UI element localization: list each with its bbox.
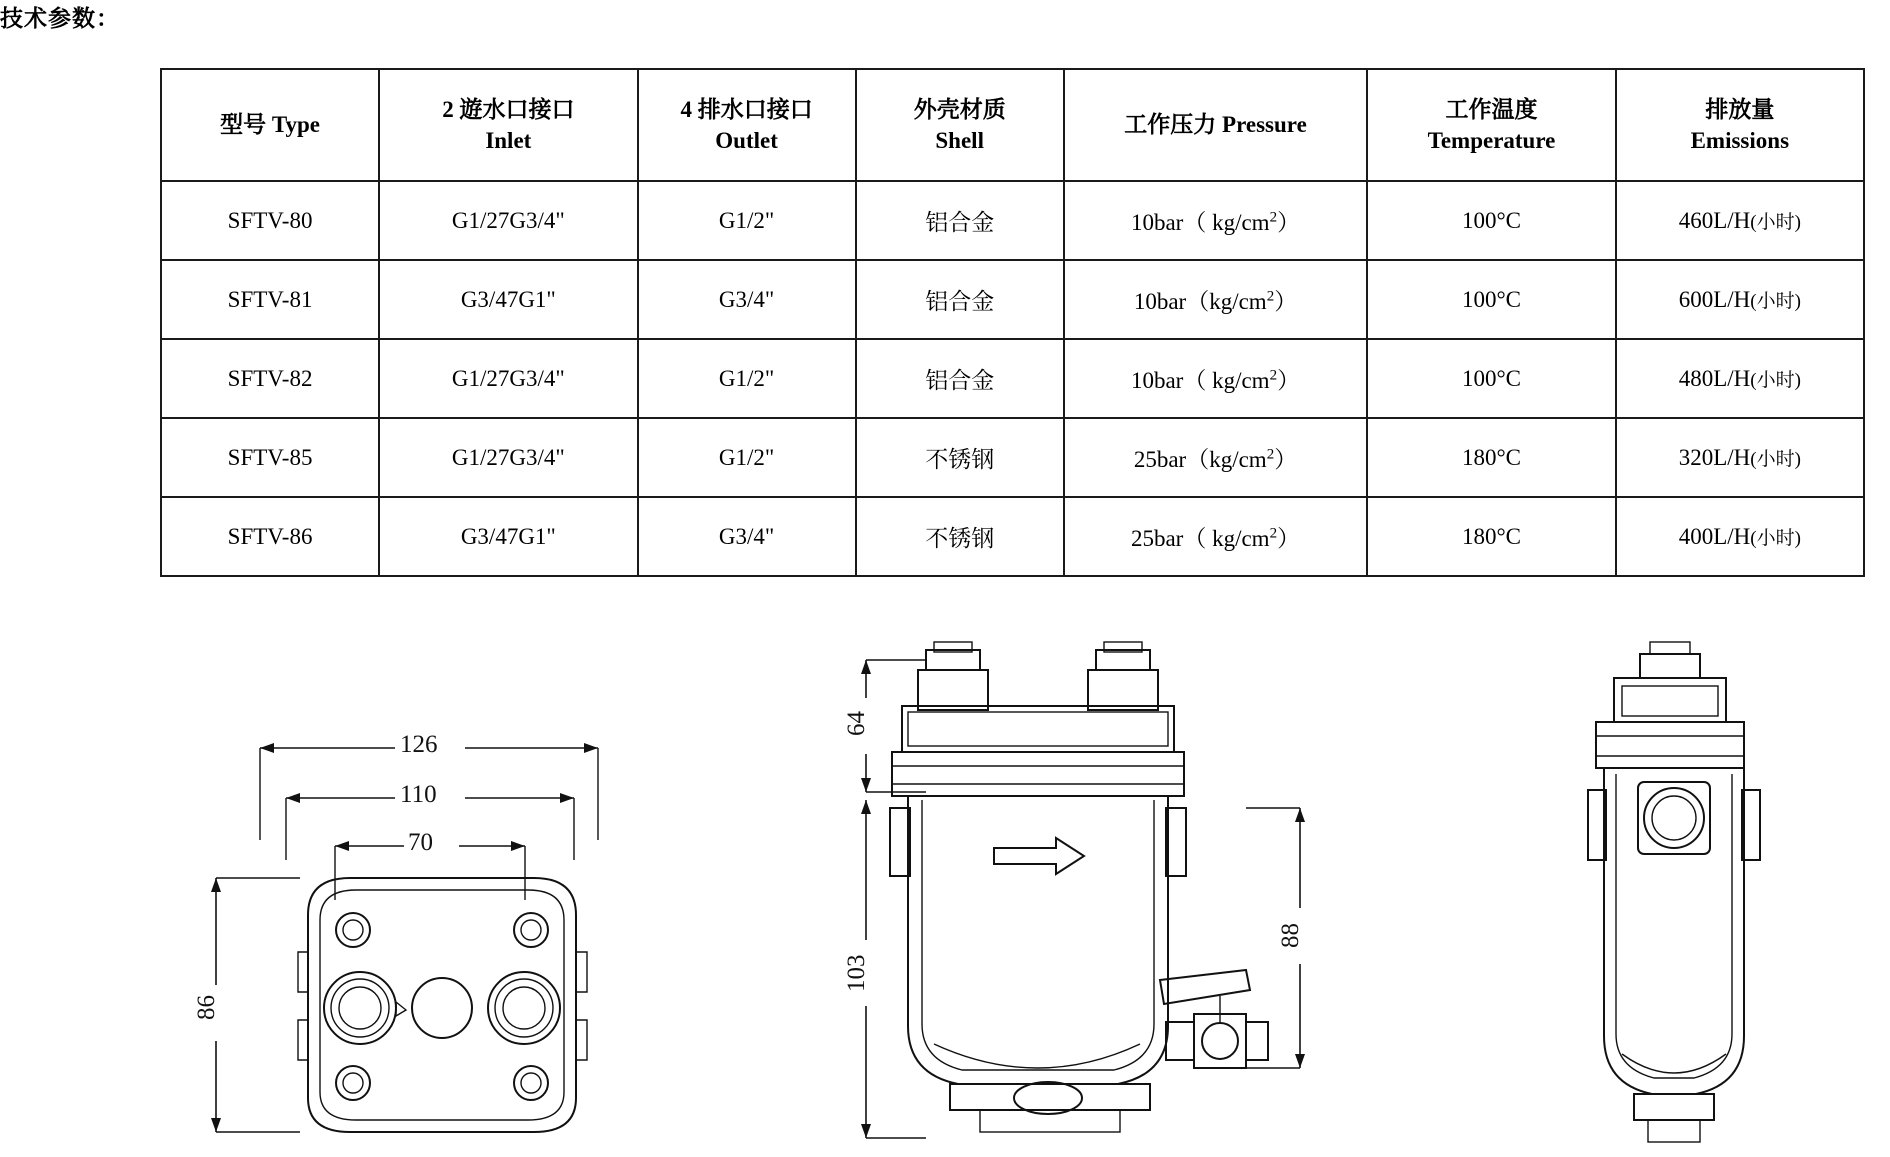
pressure-tail: ） — [1277, 368, 1301, 393]
cell-type: SFTV-85 — [161, 418, 379, 497]
table-row — [161, 339, 1864, 418]
pressure-value: 25bar（kg/cm — [1133, 447, 1267, 472]
front-view-drawing — [830, 640, 1380, 1152]
header-line-2: Outlet — [715, 128, 778, 153]
dimension-70 — [335, 826, 525, 900]
header-line-1: 2 遊水口接口 — [442, 96, 575, 122]
dimension-label-70: 70 — [408, 829, 433, 856]
header-line-2: Inlet — [485, 128, 532, 153]
bowl-body — [1588, 768, 1760, 1142]
dimension-label-64: 64 — [843, 711, 870, 736]
cell-shell: 铝合金 — [856, 339, 1064, 418]
pressure-exponent: 2 — [1266, 446, 1275, 463]
cell-pressure — [1064, 181, 1368, 260]
pressure-value: 25bar（ kg/cm — [1130, 526, 1270, 551]
dimension-64 — [843, 660, 926, 792]
pressure-value: 10bar（ kg/cm — [1130, 210, 1270, 235]
cell-inlet: G1/27G3/4" — [379, 181, 637, 260]
cell-type: SFTV-82 — [161, 339, 379, 418]
header-line-2: Temperature — [1427, 128, 1556, 153]
emission-unit: (小时) — [1750, 370, 1801, 391]
cell-temperature: 100°C — [1367, 181, 1615, 260]
dimension-label-126: 126 — [400, 731, 438, 758]
emission-unit: (小时) — [1750, 528, 1801, 549]
cell-emission — [1616, 260, 1864, 339]
cell-inlet: G3/47G1" — [379, 260, 637, 339]
page-title: 技术参数： — [0, 5, 120, 31]
drain-valve — [1160, 970, 1268, 1068]
dimension-86 — [193, 878, 300, 1132]
header-line-1: 型号 Type — [220, 112, 321, 138]
cell-outlet: G1/2" — [638, 181, 856, 260]
cell-outlet: G3/4" — [638, 260, 856, 339]
cell-outlet: G3/4" — [638, 497, 856, 576]
cell-temperature: 180°C — [1367, 418, 1615, 497]
cell-pressure — [1064, 497, 1368, 576]
emission-value: 480L/H — [1678, 366, 1751, 391]
table-row — [161, 260, 1864, 339]
column-header-pressure — [1064, 69, 1368, 181]
side-view-drawing — [1530, 640, 1830, 1152]
cell-pressure — [1064, 418, 1368, 497]
header-line-1: 排放量 — [1705, 96, 1775, 122]
head-block — [892, 706, 1184, 796]
cell-type: SFTV-80 — [161, 181, 379, 260]
cell-shell: 不锈钢 — [856, 418, 1064, 497]
spec-table-container — [160, 68, 1865, 577]
table-row — [161, 181, 1864, 260]
cell-pressure — [1064, 339, 1368, 418]
pressure-value: 10bar（kg/cm — [1133, 289, 1267, 314]
emission-unit: (小时) — [1750, 449, 1801, 470]
cell-emission — [1616, 497, 1864, 576]
cell-emission — [1616, 418, 1864, 497]
bolt-holes — [336, 913, 548, 1100]
cell-pressure — [1064, 260, 1368, 339]
pressure-tail: ） — [1274, 447, 1298, 472]
pressure-exponent: 2 — [1269, 367, 1278, 384]
header-line-2: Shell — [935, 128, 984, 153]
cell-inlet: G1/27G3/4" — [379, 339, 637, 418]
cell-type: SFTV-86 — [161, 497, 379, 576]
top-view-drawing — [190, 720, 690, 1150]
column-header-type — [161, 69, 379, 181]
table-header — [161, 69, 1864, 181]
header-line-1: 外壳材质 — [913, 96, 1006, 122]
cell-outlet: G1/2" — [638, 339, 856, 418]
cell-temperature: 100°C — [1367, 260, 1615, 339]
cell-emission — [1616, 181, 1864, 260]
dimension-88 — [1246, 808, 1312, 1068]
pressure-tail: ） — [1274, 289, 1298, 314]
head-block — [1596, 722, 1744, 768]
cell-shell: 不锈钢 — [856, 497, 1064, 576]
pressure-exponent: 2 — [1269, 209, 1278, 226]
bowl-body — [890, 796, 1186, 1132]
emission-unit: (小时) — [1750, 212, 1801, 233]
cell-temperature: 180°C — [1367, 497, 1615, 576]
pressure-exponent: 2 — [1269, 525, 1278, 542]
cell-inlet: G1/27G3/4" — [379, 418, 637, 497]
top-connector — [1614, 642, 1726, 722]
dimension-label-103: 103 — [843, 954, 870, 992]
dimension-label-88: 88 — [1277, 923, 1304, 948]
emission-unit: (小时) — [1750, 291, 1801, 312]
column-header-temperature — [1367, 69, 1615, 181]
cell-outlet: G1/2" — [638, 418, 856, 497]
cell-shell: 铝合金 — [856, 260, 1064, 339]
top-connectors — [918, 642, 1158, 710]
column-header-inlet — [379, 69, 637, 181]
specification-table — [160, 68, 1865, 577]
cell-temperature: 100°C — [1367, 339, 1615, 418]
cell-type: SFTV-81 — [161, 260, 379, 339]
dimension-103 — [843, 800, 926, 1138]
cell-shell: 铝合金 — [856, 181, 1064, 260]
header-line-1: 工作温度 — [1445, 96, 1538, 122]
emission-value: 600L/H — [1678, 287, 1751, 312]
pressure-exponent: 2 — [1266, 288, 1275, 305]
column-header-emissions — [1616, 69, 1864, 181]
table-row — [161, 418, 1864, 497]
table-header-row — [161, 69, 1864, 181]
pressure-tail: ） — [1277, 210, 1301, 235]
emission-value: 400L/H — [1678, 524, 1751, 549]
flow-arrow-icon — [994, 838, 1084, 874]
port-openings — [324, 972, 560, 1044]
table-row — [161, 497, 1864, 576]
cell-inlet: G3/47G1" — [379, 497, 637, 576]
dimension-label-110: 110 — [400, 781, 437, 808]
pressure-tail: ） — [1277, 526, 1301, 551]
emission-value: 320L/H — [1678, 445, 1751, 470]
table-body — [161, 181, 1864, 576]
cell-emission — [1616, 339, 1864, 418]
column-header-shell — [856, 69, 1064, 181]
column-header-outlet — [638, 69, 856, 181]
header-line-1: 4 排水口接口 — [680, 96, 813, 122]
pressure-value: 10bar（ kg/cm — [1130, 368, 1270, 393]
header-line-2: Emissions — [1690, 128, 1790, 153]
dimension-label-86: 86 — [193, 995, 220, 1020]
emission-value: 460L/H — [1678, 208, 1751, 233]
header-line-1: 工作压力 Pressure — [1124, 112, 1307, 138]
